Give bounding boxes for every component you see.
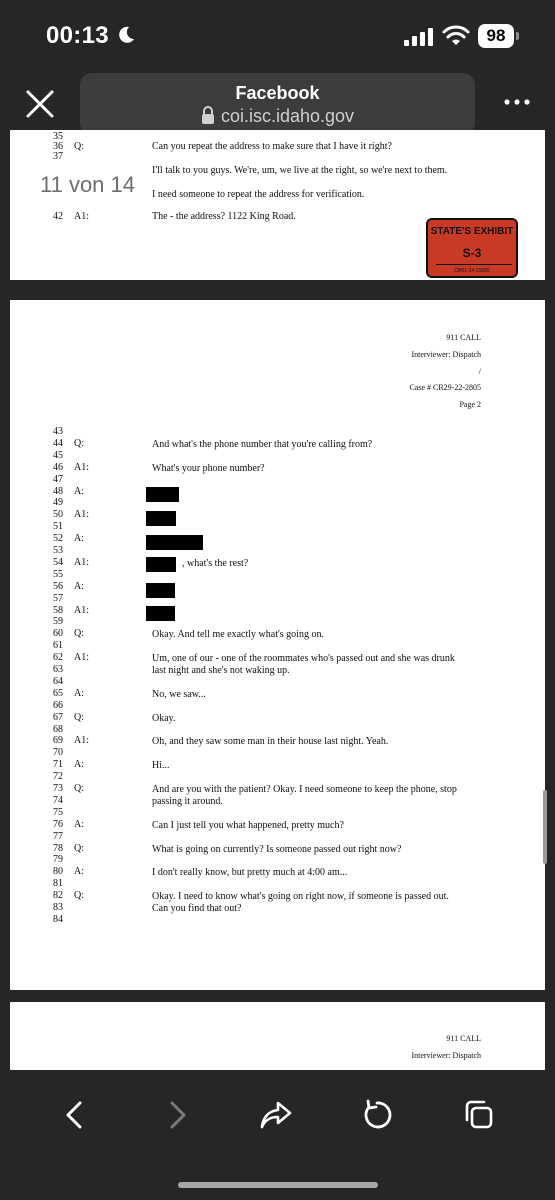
exhibit-number: S-3 — [462, 246, 482, 260]
line-number: 79 — [53, 854, 63, 866]
line-number: 62 — [53, 652, 63, 664]
speaker-label: Q: — [74, 890, 84, 902]
line-number: 83 — [53, 902, 63, 913]
exhibit-title: STATE'S EXHIBIT — [430, 226, 514, 237]
line-number: 74 — [53, 794, 63, 806]
line-number: 67 — [53, 711, 63, 723]
transcript-text: passing it around. — [152, 795, 223, 807]
redaction-bar — [146, 535, 203, 550]
line-number: 47 — [53, 473, 63, 485]
speaker-label: A: — [74, 759, 84, 771]
speaker-label: Q: — [74, 842, 84, 854]
pdf-viewer[interactable] — [0, 131, 555, 1070]
exhibit-divider — [436, 264, 512, 265]
transcript-text: Oh, and they saw some man in their house last night. Yeah. — [152, 736, 389, 748]
lock-icon — [201, 106, 215, 124]
transcript-text: Can you find that out? — [152, 903, 242, 914]
site-title: Facebook — [235, 83, 320, 103]
speaker-label: A1: — [74, 735, 89, 747]
speaker-label: Q: — [74, 437, 84, 449]
line-number: 48 — [53, 485, 63, 497]
transcript-text: Okay. And tell me exactly what's going on. — [152, 629, 324, 641]
battery-level: 98 — [478, 24, 514, 48]
line-number: 49 — [53, 497, 63, 509]
header-interviewer: Interviewer: Dispatch — [411, 350, 481, 359]
status-bar — [0, 0, 555, 72]
line-number: 54 — [53, 556, 63, 568]
site-url-row — [80, 106, 475, 127]
line-number: 60 — [53, 628, 63, 640]
transcript-text: What is going on currently? Is someone passed out right now? — [152, 843, 402, 855]
speaker-label: A: — [74, 866, 84, 878]
redaction-bar — [146, 583, 175, 598]
line-number: 66 — [53, 699, 63, 711]
transcript-text: , what's the rest? — [182, 557, 249, 569]
line-number: 37 — [53, 151, 63, 162]
line-number: 78 — [53, 842, 63, 854]
share-icon[interactable] — [259, 1098, 293, 1132]
line-number: 35 — [53, 131, 63, 142]
line-number: 70 — [53, 747, 63, 759]
line-number: 45 — [53, 449, 63, 461]
speaker-label: A: — [74, 580, 84, 592]
header-case: Case # CR29-22-2805 — [409, 383, 481, 392]
transcript-text: And are you with the patient? Okay. I need someone to keep the phone, stop — [152, 784, 457, 795]
battery-indicator — [478, 24, 520, 48]
more-options-icon[interactable] — [503, 92, 531, 112]
line-number: 64 — [53, 675, 63, 687]
speaker-label: A: — [74, 687, 84, 699]
speaker-label: A1: — [74, 652, 89, 664]
transcript-text: What's your phone number? — [152, 462, 265, 474]
do-not-disturb-moon-icon — [116, 25, 136, 45]
redaction-bar — [146, 487, 179, 502]
header-call: 911 CALL — [446, 1034, 481, 1043]
line-number: 46 — [53, 461, 63, 473]
line-number: 53 — [53, 545, 63, 556]
speaker-label: Q: — [74, 711, 84, 723]
transcript-text: The - the address? 1122 King Road. — [152, 211, 296, 222]
transcript-text: Can you repeat the address to make sure that I have it right? — [152, 141, 392, 152]
document-page-1 — [10, 130, 545, 280]
line-number: 52 — [53, 533, 63, 545]
exhibit-stamp — [426, 218, 518, 278]
speaker-label: A1: — [74, 509, 89, 521]
page-indicator: 11 von 14 — [34, 170, 141, 200]
header-page: Page 2 — [459, 400, 481, 409]
home-indicator — [178, 1182, 378, 1188]
battery-tip — [516, 32, 519, 40]
line-number: 81 — [53, 878, 63, 890]
redaction-bar — [146, 557, 176, 572]
transcript-text: last night and she's not waking up. — [152, 665, 290, 676]
redaction-bar — [146, 511, 176, 526]
speaker-label: A: — [74, 533, 84, 545]
header-slash: / — [478, 367, 481, 376]
transcript-text: Okay. I need to know what's going on right now, if someone is passed out. — [152, 891, 449, 903]
tabs-icon[interactable] — [462, 1098, 496, 1132]
line-number: 56 — [53, 580, 63, 592]
clock: 00:13 — [46, 22, 109, 49]
transcript-text: Can I just tell you what happened, pretty much? — [152, 819, 344, 831]
line-number: 73 — [53, 783, 63, 794]
scrollbar[interactable] — [543, 790, 547, 864]
line-number: 36 — [53, 141, 63, 152]
back-icon[interactable] — [58, 1098, 92, 1132]
line-number: 58 — [53, 604, 63, 616]
line-number: 71 — [53, 759, 63, 771]
speaker-label: A1: — [74, 211, 89, 222]
transcript-text: No, we saw... — [152, 688, 206, 700]
line-number: 61 — [53, 640, 63, 652]
line-number: 75 — [53, 806, 63, 818]
line-number: 50 — [53, 509, 63, 521]
line-number: 65 — [53, 687, 63, 699]
line-number: 72 — [53, 771, 63, 783]
forward-icon[interactable] — [160, 1098, 194, 1132]
speaker-label: A1: — [74, 604, 89, 616]
document-page-2 — [10, 300, 545, 990]
speaker-label: A: — [74, 485, 84, 497]
transcript-text: I need someone to repeat the address for verification. — [152, 189, 365, 200]
speaker-label: Q: — [74, 141, 84, 152]
line-number: 77 — [53, 830, 63, 842]
line-number: 43 — [53, 426, 63, 437]
line-number: 80 — [53, 866, 63, 878]
redaction-bar — [146, 606, 175, 621]
line-number: 76 — [53, 818, 63, 830]
speaker-label: Q: — [74, 628, 84, 640]
line-number: 82 — [53, 890, 63, 902]
speaker-label: Q: — [74, 783, 84, 794]
header-interviewer: Interviewer: Dispatch — [411, 1051, 481, 1060]
line-number: 44 — [53, 437, 63, 449]
line-number: 59 — [53, 616, 63, 628]
line-number: 68 — [53, 723, 63, 735]
transcript-text: Okay. — [152, 712, 176, 724]
reload-icon[interactable] — [360, 1098, 394, 1132]
speaker-label: A1: — [74, 461, 89, 473]
transcript-text: Um, one of our - one of the roommates who's passed out and she was drunk — [152, 653, 455, 665]
address-bar[interactable] — [80, 73, 475, 135]
line-number: 55 — [53, 568, 63, 580]
line-number: 69 — [53, 735, 63, 747]
cellular-signal-icon — [404, 28, 434, 46]
bottom-toolbar — [0, 1070, 555, 1200]
line-number: 84 — [53, 913, 63, 925]
line-number: 63 — [53, 664, 63, 675]
close-icon[interactable] — [24, 88, 56, 120]
transcript-text: I'll talk to you guys. We're, um, we live at the right, so we're next to them. — [152, 165, 448, 176]
transcript-text: And what's the phone number that you're calling from? — [152, 438, 373, 450]
transcript-text: Hi... — [152, 760, 170, 772]
speaker-label: A1: — [74, 556, 89, 568]
line-number: 57 — [53, 592, 63, 604]
site-url: coi.isc.idaho.gov — [220, 106, 355, 126]
speaker-label: A: — [74, 818, 84, 830]
line-number: 51 — [53, 521, 63, 533]
header-call: 911 CALL — [446, 333, 481, 342]
exhibit-case-number: CR01-24-31665 — [454, 268, 490, 274]
line-number: 42 — [53, 211, 63, 222]
wifi-icon — [443, 26, 469, 46]
transcript-text: I don't really know, but pretty much at 4:00 am... — [152, 867, 348, 879]
